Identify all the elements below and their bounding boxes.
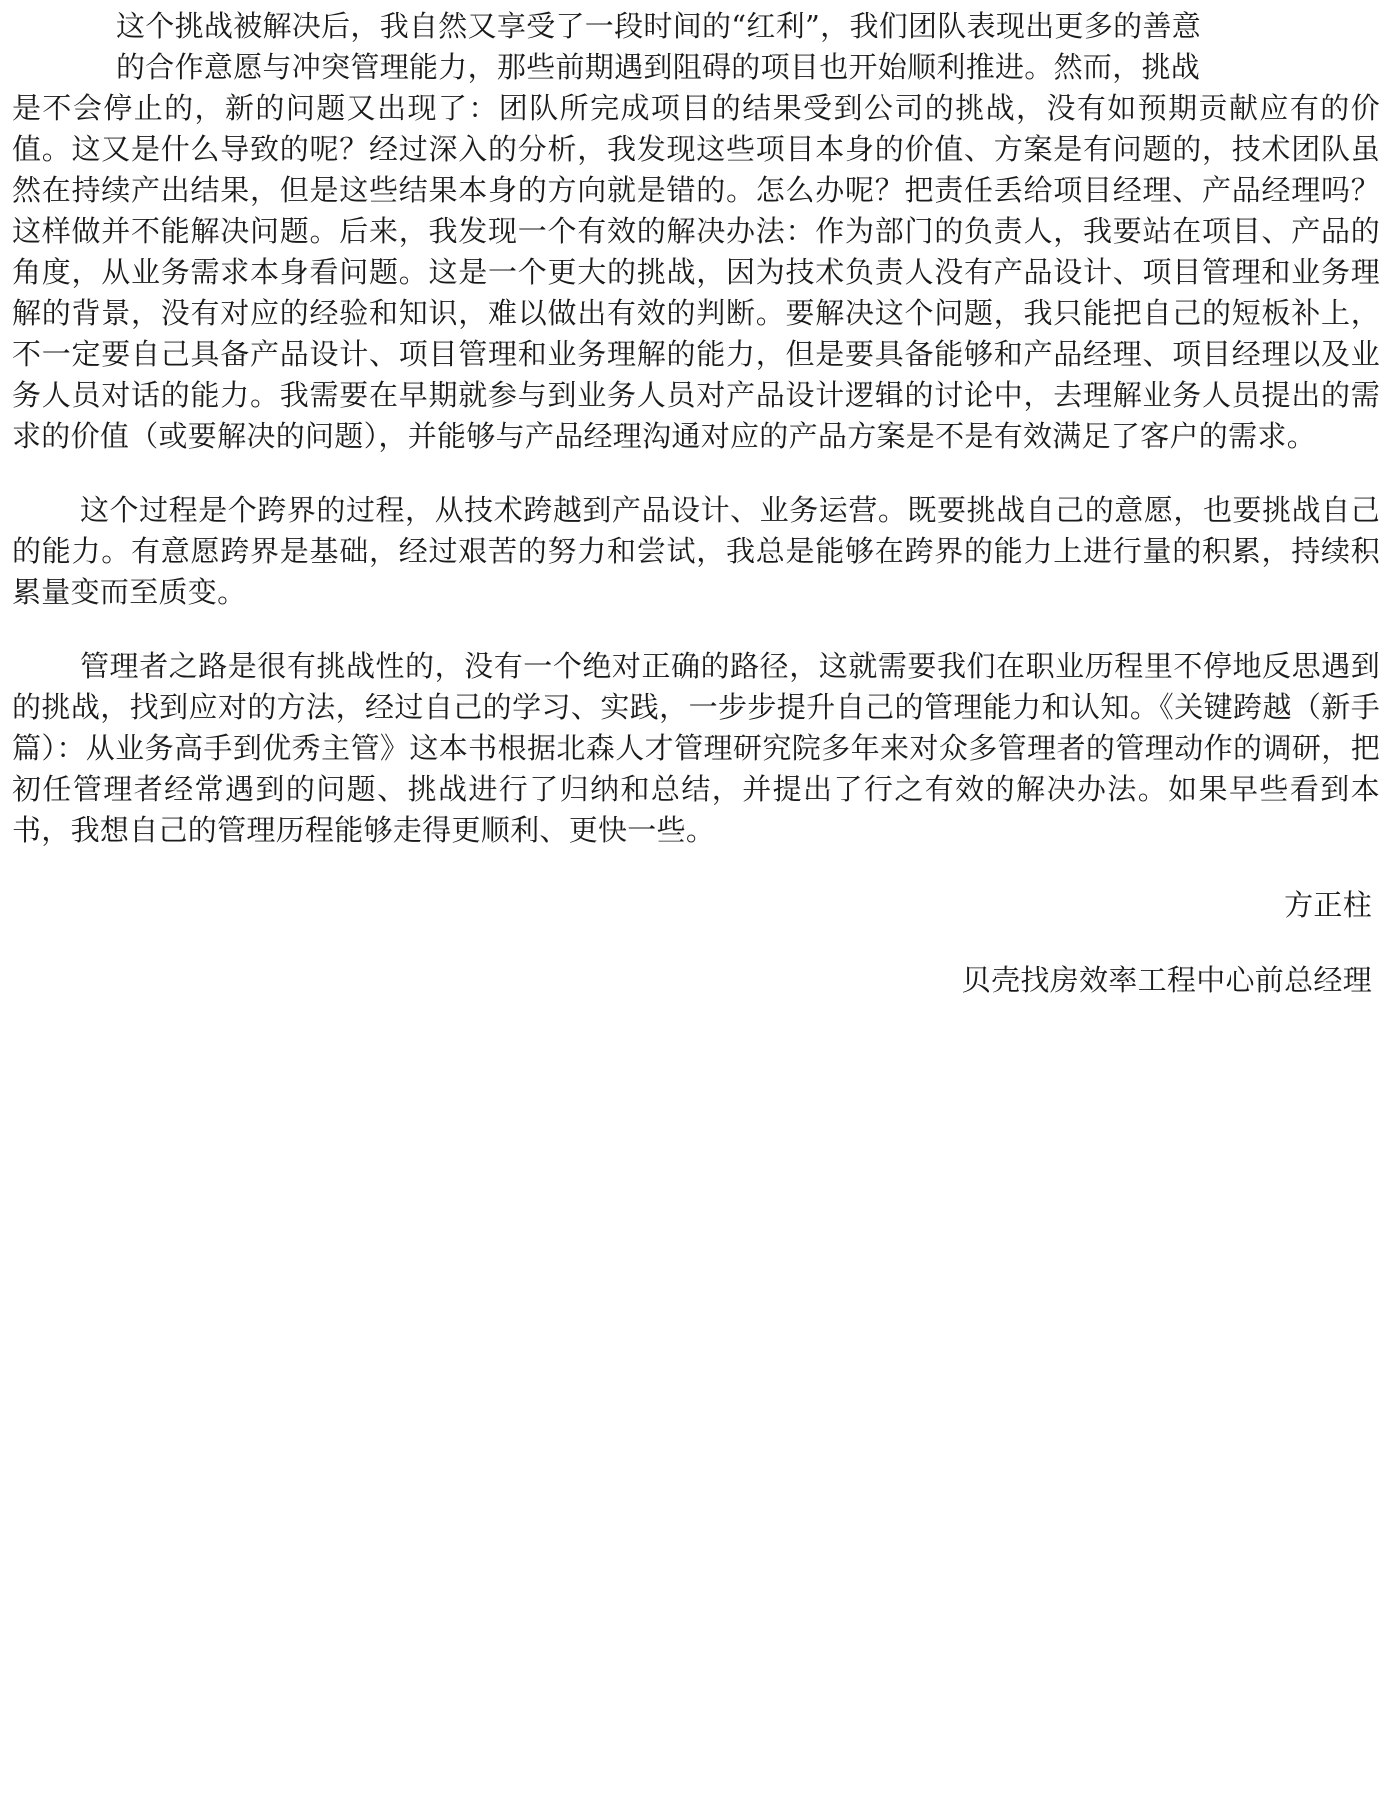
signature-spacer — [12, 851, 1380, 885]
paragraph-2: 这个过程是个跨界的过程，从技术跨越到产品设计、业务运营。既要挑战自己的意愿，也要挑战自己的能力。有意愿跨界是基础，经过艰苦的努力和尝试，我总是能够在跨界的能力上进行量的积累，持续积累量变而至质变。 — [12, 493, 1380, 609]
paragraph-1 — [12, 6, 1380, 457]
paragraph-spacer — [12, 457, 1380, 490]
document-page — [12, 6, 1380, 1001]
paragraph-spacer — [12, 613, 1380, 646]
paragraph-1-body: 是不会停止的，新的问题又出现了：团队所完成项目的结果受到公司的挑战，没有如预期贡献应有的价值。这又是什么导致的呢？经过深入的分析，我发现这些项目本身的价值、方案是有问题的，技术团队虽然在持续产出结果，但是这些结果本身的方向就是错的。怎么办呢？把责任丢给项目经理、产品经理吗？这样做并不能解决问题。后来，我发现一个有效的解决办法：作为部门的负责人，我要站在项目、产品的角度，从业务需求本身看问题。这是一个更大的挑战，因为技术负责人没有产品设计、项目管理和业务理解的背景，没有对应的经验和知识，难以做出有效的判断。要解决这个问题，我只能把自己的短板补上，不一定要自己具备产品设计、项目管理和业务理解的能力，但是要具备能够和产品经理、项目经理以及业务人员对话的能力。我需要在早期就参与到业务人员对产品设计逻辑的讨论中，去理解业务人员提出的需求的价值（或要解决的问题），并能够与产品经理沟通对应的产品方案是不是有效满足了客户的需求。 — [12, 91, 1380, 453]
signature-title: 贝壳找房效率工程中心前总经理 — [961, 963, 1372, 997]
signature-spacer — [12, 926, 1380, 960]
paragraph-1-line-2: 的合作意愿与冲突管理能力，那些前期遇到阻碍的项目也开始顺利推进。然而，挑战 — [116, 50, 1201, 84]
paragraph-3: 管理者之路是很有挑战性的，没有一个绝对正确的路径，这就需要我们在职业历程里不停地反思遇到的挑战，找到应对的方法，经过自己的学习、实践，一步步提升自己的管理能力和认知。《关键跨越（新手篇）：从业务高手到优秀主管》这本书根据北森人才管理研究院多年来对众多管理者的管理动作的调研，把初任管理者经常遇到的问题、挑战进行了归纳和总结，并提出了行之有效的解决办法。如果早些看到本书，我想自己的管理历程能够走得更顺利、更快一些。 — [12, 649, 1380, 847]
signature-name: 方正柱 — [1284, 888, 1372, 922]
paragraph-1-line-1: 这个挑战被解决后，我自然又享受了一段时间的“红利”，我们团队表现出更多的善意 — [116, 9, 1202, 43]
